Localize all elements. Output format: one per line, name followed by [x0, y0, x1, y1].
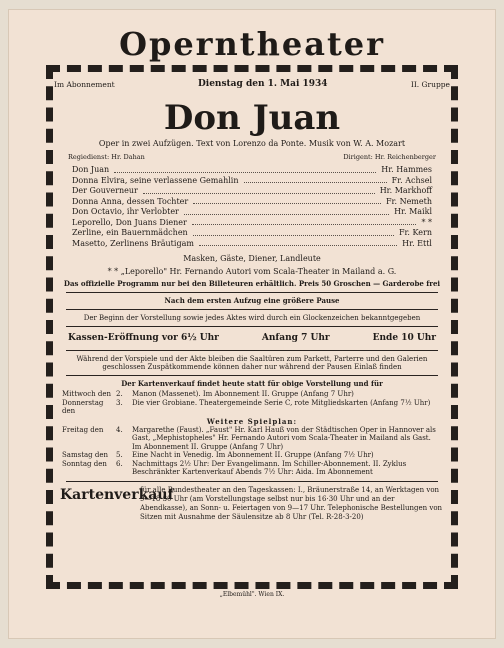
performance-date: Dienstag den 1. Mai 1934 — [197, 79, 328, 89]
stage-manager: Regiedienst: Hr. Dahan — [68, 153, 145, 161]
cast-row — [72, 186, 432, 197]
pause-note: Nach dem ersten Aufzug eine größere Pause — [164, 296, 340, 305]
actor: Hr. Hammes — [381, 165, 432, 174]
latecomer-note: Während der Vorspiele und der Akte bleiben die Saaltüren zum Parkett, Parterre und den Galerien geschlossen Zuspätkommende können daher nur während der Pausen Einlaß finden — [76, 355, 428, 371]
guest-line: * * „Leporello" Hr. Fernando Autori vom Scala-Theater in Mailand a. G. — [107, 267, 397, 276]
actor: Fr. Achsel — [391, 175, 432, 185]
ticket-sale-text: für alle Bundestheater an den Tageskassen: I., Bräunerstraße 14, an Werktagen von 9—18·30 Uhr (am Vorstellungstage selbst nur bis 16·30 Uhr und an der Abendkasse), an Sonn- u. Feiertagen von 9—17 Uhr. Telephonische Bestellungen von Sitzen mit Ausnahme der Säulensitze ab 8 Uhr (Tel. R-28-3-20) — [140, 485, 443, 521]
bell-note: Der Beginn der Vorstellung sowie jedes Aktes wird durch ein Glockenzeichen bekanntgegeben — [83, 314, 421, 322]
schedule-row: Samstag den 5. Eine Nacht in Venedig. Im Abonnement II. Gruppe (Anfang 7½ Uhr) — [62, 451, 374, 459]
dot-leader — [192, 218, 417, 226]
role: Zerline, ein Bauernmädchen — [72, 228, 188, 237]
start-time: Anfang 7 Uhr — [261, 333, 330, 343]
further-heading: Weitere Spielplan: — [206, 416, 298, 426]
role: Der Gouverneur — [72, 186, 138, 195]
role: Masetto, Zerlinens Bräutigam — [72, 238, 194, 248]
role: Leporello, Don Juans Diener — [72, 217, 187, 227]
subscription-label: Im Abonnement — [54, 79, 115, 89]
opening-times — [54, 331, 450, 346]
divider — [66, 350, 438, 351]
actor: Hr. Ettl — [402, 238, 432, 248]
playbill-content — [54, 75, 450, 581]
divider — [66, 309, 438, 310]
printer-imprint: „Elbemühl". Wien IX. — [219, 591, 285, 598]
actor: Hr. Maikl — [394, 207, 432, 216]
conductor: Dirigent: Hr. Reichenberger — [343, 153, 436, 161]
header-row — [54, 75, 450, 93]
actor: Fr. Kern — [398, 228, 432, 237]
dot-leader — [114, 165, 376, 173]
end-time: Ende 10 Uhr — [372, 333, 436, 343]
schedule-row: Donnerstag den 3. Die vier Grobiane. Theatergemeinde Serie C, rote Mitgliedskarten (Anfang 7½ Uhr) — [62, 398, 431, 415]
schedule-today — [54, 390, 450, 416]
dot-leader — [193, 197, 381, 205]
cast-row — [72, 207, 432, 218]
cast-row — [72, 165, 432, 176]
extras-line: Masken, Gäste, Diener, Landleute — [183, 254, 321, 263]
schedule-further — [54, 426, 450, 477]
actor: Hr. Markhoff — [379, 186, 432, 195]
dot-leader — [199, 239, 397, 247]
box-office-opening: Kassen-Eröffnung vor 6½ Uhr — [68, 333, 219, 343]
schedule-row: Freitag den 4. Margarethe (Faust). „Faust" Hr. Karl Hauß von der Städtischen Oper in Hannover als Gast, „Mephistopheles" Hr. Fernando Autori vom Scala-Theater in Mailand als Gast. Im Abonnement II. Gruppe (Anfang 7 Uhr) — [62, 425, 436, 451]
theater-name: Operntheater — [119, 25, 385, 63]
actor: Fr. Nemeth — [385, 196, 432, 206]
schedule-row: Mittwoch den 2. Manon (Massenet). Im Abonnement II. Gruppe (Anfang 7 Uhr) — [62, 390, 354, 398]
cast-list — [54, 165, 450, 249]
cast-row — [72, 218, 432, 229]
cast-row — [72, 228, 432, 239]
actor: * * — [421, 217, 432, 227]
divider — [66, 292, 438, 293]
role: Donna Elvira, seine verlassene Gemahlin — [72, 175, 239, 185]
opera-subtitle: Oper in zwei Aufzügen. Text von Lorenzo da Ponte. Musik von W. A. Mozart — [98, 139, 406, 148]
cast-row — [72, 239, 432, 250]
dot-leader — [184, 207, 389, 215]
dot-leader — [193, 228, 394, 236]
program-note: Das offizielle Programm nur bei den Billeteuren erhältlich. Preis 50 Groschen — Garderobe frei — [63, 279, 441, 288]
dot-leader — [244, 176, 387, 184]
role: Don Octavio, ihr Verlobter — [72, 207, 179, 216]
ticket-note: Der Kartenverkauf findet heute statt für obige Vorstellung und für — [121, 379, 383, 388]
role: Donna Anna, dessen Tochter — [72, 196, 189, 206]
dot-leader — [143, 186, 375, 194]
divider — [66, 326, 438, 327]
ticket-sale-label: Kartenverkauf — [60, 486, 174, 503]
schedule-row: Sonntag den 6. Nachmittags 2½ Uhr: Der Evangelimann. Im Schiller-Abonnement. II. Zyklus Beschränkter Kartenverkauf Abends 7½ Uhr: Aida. Im Abonnement — [62, 459, 407, 476]
opera-title: Don Juan — [163, 98, 341, 138]
playbill-sheet — [9, 10, 495, 638]
cast-row — [72, 197, 432, 208]
credits-row — [54, 151, 450, 163]
divider — [66, 481, 438, 482]
role: Don Juan — [72, 165, 110, 174]
group-label: II. Gruppe — [410, 79, 450, 89]
cast-row — [72, 176, 432, 187]
divider — [66, 375, 438, 376]
ticket-sale-block — [54, 486, 450, 522]
